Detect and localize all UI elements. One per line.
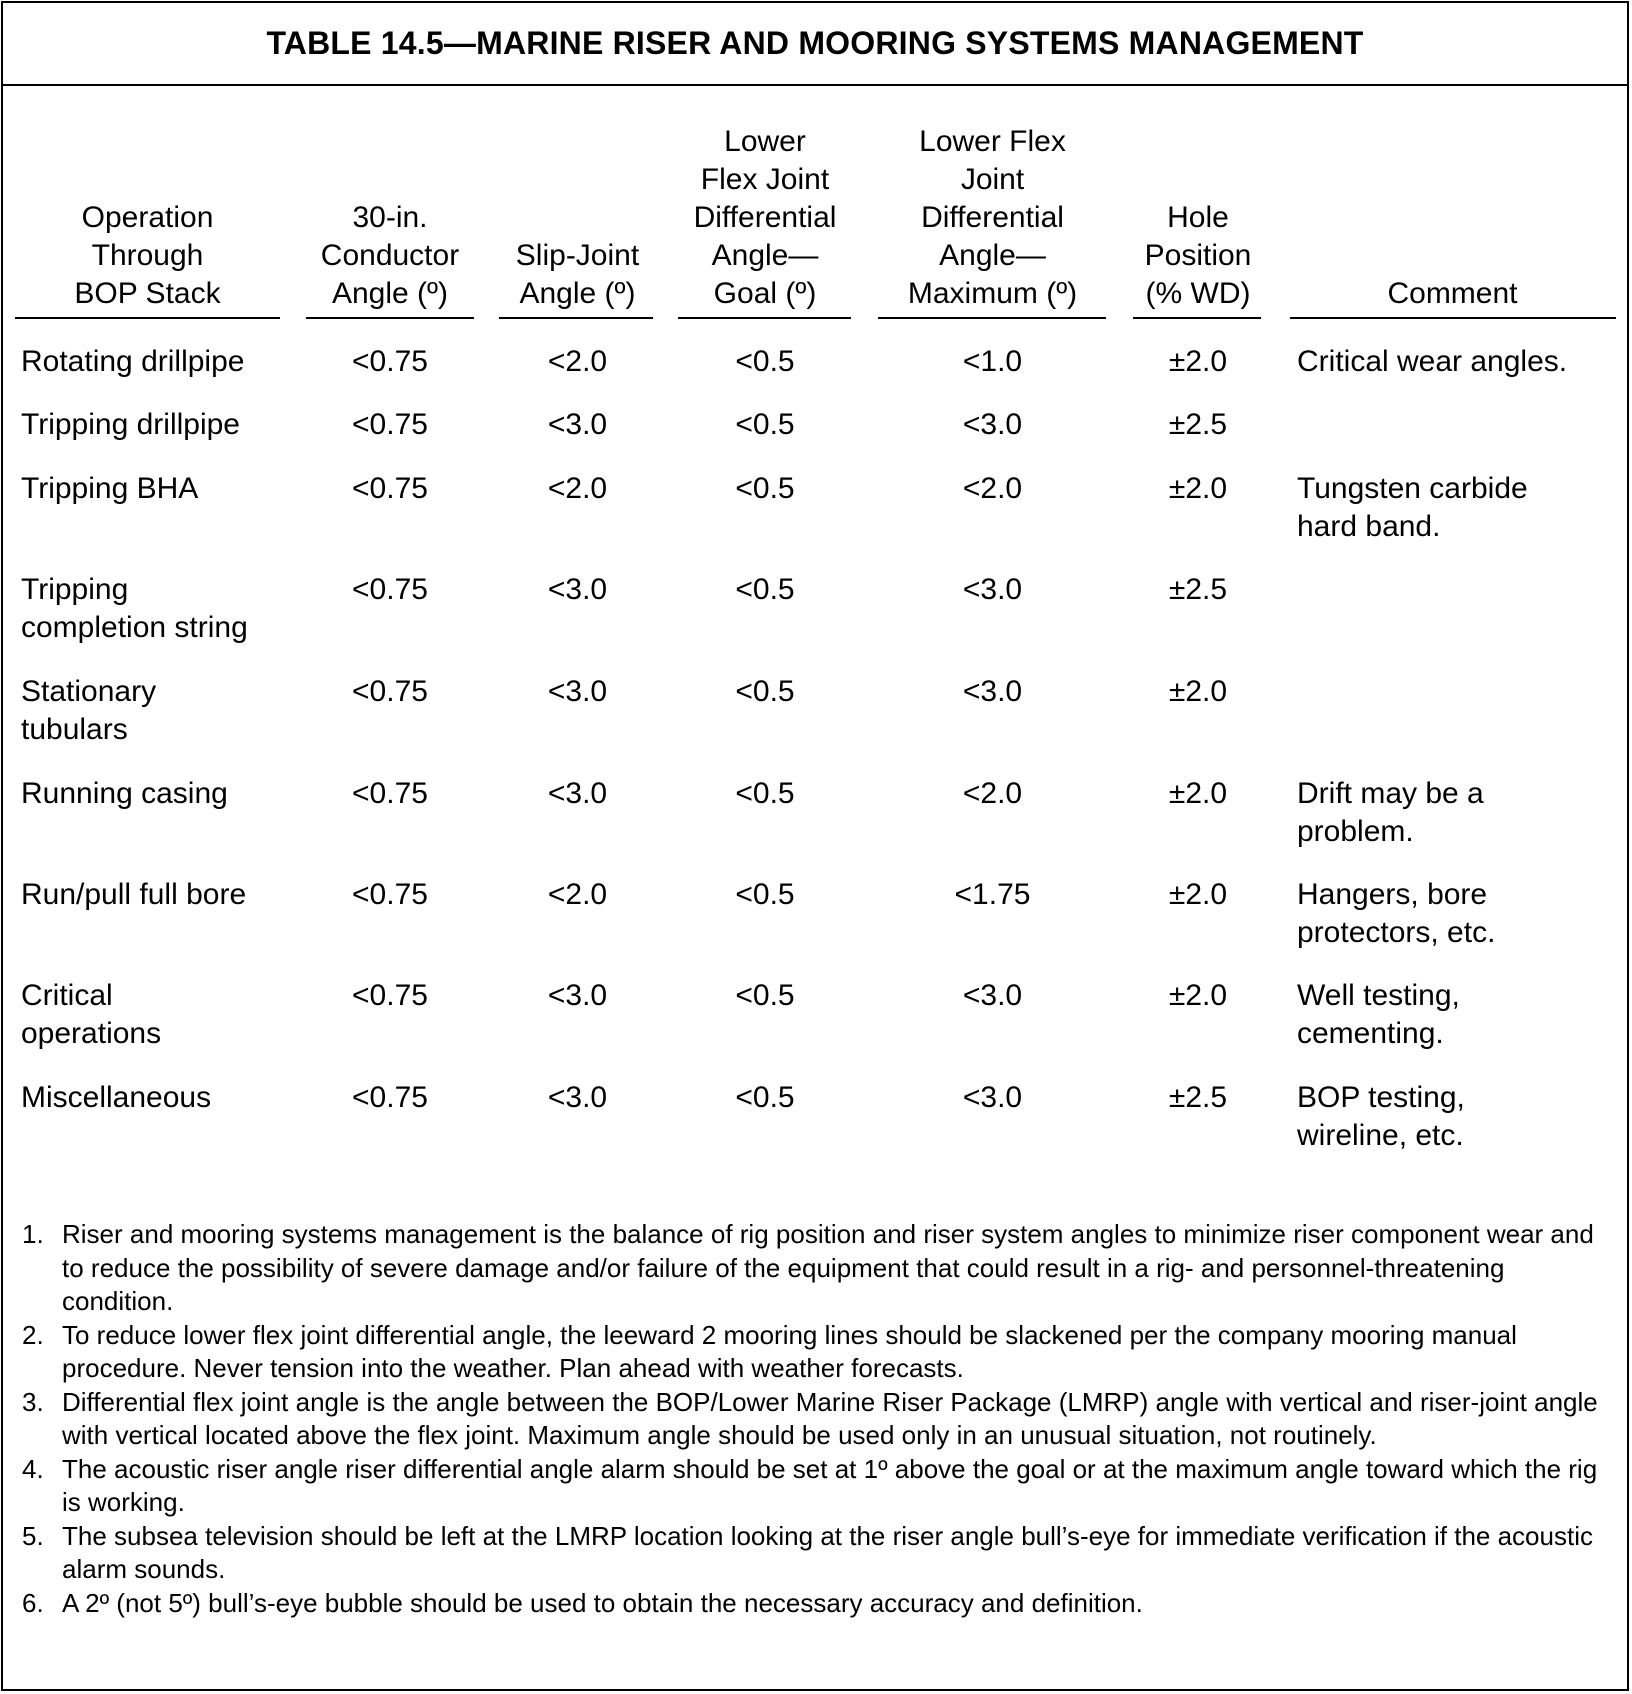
row-3-slip: <2.0 <box>547 472 608 505</box>
row-4-operation: Tripping completion string <box>21 573 248 644</box>
footnote <box>22 1386 1617 1453</box>
row-8-conductor: <0.75 <box>352 979 428 1012</box>
footnote-number: 4. <box>22 1453 44 1484</box>
header-rule-max <box>878 317 1106 319</box>
row-6-max: <2.0 <box>962 777 1023 810</box>
row-9-conductor: <0.75 <box>352 1081 428 1114</box>
footnote <box>22 1453 1617 1520</box>
row-2-slip: <3.0 <box>547 408 608 441</box>
row-8-comment: Well testing, cementing. <box>1297 979 1460 1050</box>
title-bar <box>3 3 1627 86</box>
row-3-goal: <0.5 <box>735 472 795 505</box>
footnote-text: The acoustic riser angle riser differential angle alarm should be set at 1º above the goal or at the maximum angle toward which the rig is working. <box>62 1453 1598 1517</box>
header-rule-slip <box>499 317 653 319</box>
row-6-slip: <3.0 <box>547 777 608 810</box>
row-7-hole: ±2.0 <box>1168 878 1228 911</box>
row-1-max: <1.0 <box>962 345 1023 378</box>
footnote-number: 1. <box>22 1219 44 1249</box>
row-3-max: <2.0 <box>962 472 1023 505</box>
footnotes <box>22 1218 1617 1620</box>
footnote-text: To reduce lower flex joint differential angle, the leeward 2 mooring lines should be slackened per the company mooring manual procedure. Never tension into the weather. Plan ahead with weather forecasts. <box>62 1319 1517 1383</box>
row-4-slip: <3.0 <box>547 573 608 606</box>
row-1-conductor: <0.75 <box>352 345 428 378</box>
row-2-operation: Tripping drillpipe <box>21 408 240 441</box>
header-flex-goal: Lower Flex Joint Differential Angle— Goal (º) <box>693 125 837 310</box>
row-4-goal: <0.5 <box>735 573 795 606</box>
row-5-conductor: <0.75 <box>352 675 428 708</box>
header-flex-maximum: Lower Flex Joint Differential Angle— Maximum (º) <box>907 125 1078 310</box>
row-4-conductor: <0.75 <box>352 573 428 606</box>
row-3-conductor: <0.75 <box>352 472 428 505</box>
header-operation: Operation Through BOP Stack <box>74 201 221 310</box>
row-5-goal: <0.5 <box>735 675 795 708</box>
footnote-text: The subsea television should be left at the LMRP location looking at the riser angle bull’s-eye for immediate verification if the acoustic alarm sounds. <box>62 1520 1593 1584</box>
table-title: TABLE 14.5—MARINE RISER AND MOORING SYSTEMS MANAGEMENT <box>266 25 1364 61</box>
header-rule-comment <box>1290 317 1616 319</box>
footnote-number: 3. <box>22 1386 44 1417</box>
row-1-operation: Rotating drillpipe <box>21 345 245 378</box>
row-1-slip: <2.0 <box>547 345 608 378</box>
footnote-number: 2. <box>22 1319 44 1350</box>
row-8-operation: Critical operations <box>21 979 162 1050</box>
footnote <box>22 1218 1617 1319</box>
footnote-number: 6. <box>22 1587 44 1618</box>
row-8-goal: <0.5 <box>735 979 795 1012</box>
footnote-text: Differential flex joint angle is the angle between the BOP/Lower Marine Riser Package (LMRP) angle with vertical and riser-joint angle with vertical located above the flex joint. Maximum angle should be used only in an unusual situation, not routinely. <box>62 1386 1598 1450</box>
row-7-slip: <2.0 <box>547 878 608 911</box>
row-6-operation: Running casing <box>21 777 228 810</box>
row-9-slip: <3.0 <box>547 1081 608 1114</box>
header-comment: Comment <box>1387 277 1518 310</box>
row-9-hole: ±2.5 <box>1168 1081 1228 1114</box>
header-rule-conductor <box>306 317 474 319</box>
row-5-slip: <3.0 <box>547 675 608 708</box>
header-rule-operation <box>15 317 280 319</box>
row-8-hole: ±2.0 <box>1168 979 1228 1012</box>
header-rule-hole <box>1133 317 1261 319</box>
footnote-text: A 2º (not 5º) bull’s-eye bubble should be used to obtain the necessary accuracy and definition. <box>62 1587 1143 1618</box>
row-3-comment: Tungsten carbide hard band. <box>1297 472 1528 543</box>
row-9-comment: BOP testing, wireline, etc. <box>1297 1081 1465 1152</box>
footnote <box>22 1319 1617 1386</box>
row-5-max: <3.0 <box>962 675 1023 708</box>
row-6-conductor: <0.75 <box>352 777 428 810</box>
row-6-goal: <0.5 <box>735 777 795 810</box>
header-rule-goal <box>678 317 851 319</box>
row-9-goal: <0.5 <box>735 1081 795 1114</box>
row-7-operation: Run/pull full bore <box>21 878 247 911</box>
footnote <box>22 1587 1617 1621</box>
row-5-hole: ±2.0 <box>1168 675 1228 708</box>
row-5-operation: Stationary tubulars <box>21 675 157 746</box>
row-7-comment: Hangers, bore protectors, etc. <box>1297 878 1496 949</box>
header-hole-position: Hole Position (% WD) <box>1144 201 1252 310</box>
footnote-text: Riser and mooring systems management is the balance of rig position and riser system angles to minimize riser component wear and to reduce the possibility of severe damage and/or failure of the equipment that could result in a rig- and personnel-threatening condition. <box>62 1219 1594 1316</box>
row-3-hole: ±2.0 <box>1168 472 1228 505</box>
row-2-max: <3.0 <box>962 408 1023 441</box>
row-6-hole: ±2.0 <box>1168 777 1228 810</box>
row-7-goal: <0.5 <box>735 878 795 911</box>
row-9-operation: Miscellaneous <box>21 1081 212 1114</box>
row-7-max: <1.75 <box>954 878 1031 911</box>
row-4-max: <3.0 <box>962 573 1023 606</box>
footnote <box>22 1520 1617 1587</box>
row-4-hole: ±2.5 <box>1168 573 1228 606</box>
row-3-operation: Tripping BHA <box>21 472 199 505</box>
row-9-max: <3.0 <box>962 1081 1023 1114</box>
row-6-comment: Drift may be a problem. <box>1297 777 1484 848</box>
row-8-max: <3.0 <box>962 979 1023 1012</box>
row-1-goal: <0.5 <box>735 345 795 378</box>
row-1-hole: ±2.0 <box>1168 345 1228 378</box>
row-7-conductor: <0.75 <box>352 878 428 911</box>
row-2-conductor: <0.75 <box>352 408 428 441</box>
row-1-comment: Critical wear angles. <box>1297 345 1568 378</box>
header-slip-joint-angle: Slip-Joint Angle (º) <box>515 239 640 310</box>
footnote-number: 5. <box>22 1520 44 1551</box>
row-2-goal: <0.5 <box>735 408 795 441</box>
header-conductor-angle: 30-in. Conductor Angle (º) <box>320 201 460 310</box>
row-2-hole: ±2.5 <box>1168 408 1228 441</box>
row-8-slip: <3.0 <box>547 979 608 1012</box>
